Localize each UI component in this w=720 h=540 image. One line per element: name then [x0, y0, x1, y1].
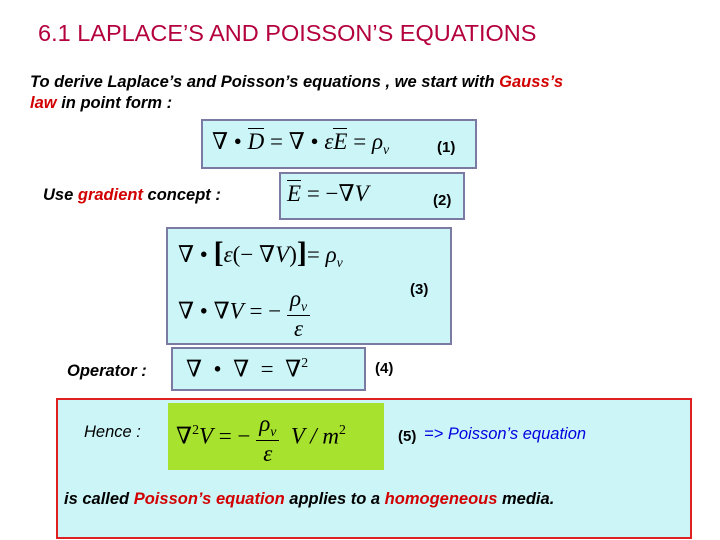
intro-highlight-law: law — [30, 94, 57, 112]
intro-text — [30, 72, 695, 114]
operator-equation: ∇ • ∇ = ∇$^2$ — [186, 355, 309, 382]
equation-2: E = −∇V — [287, 181, 369, 206]
operator-number: (4) — [375, 360, 394, 377]
gradient-label — [43, 186, 221, 205]
hence-label: Hence : — [84, 423, 141, 441]
intro-part2: in point form : — [56, 94, 173, 112]
poisson-units-exp: 2 — [339, 421, 346, 437]
intro-part1: To derive Laplace’s and Poisson’s equations , we start with — [30, 73, 500, 91]
conclusion-part2: applies to a — [284, 490, 385, 508]
intro-highlight-gauss: Gauss’s — [499, 73, 564, 91]
conclusion-highlight-homogeneous: homogeneous — [384, 490, 498, 508]
poisson-number: (5) — [398, 428, 417, 445]
poisson-equation: ∇$^2$V = − $\frac{\rho_v}{\varepsilon}$ V / $m^2$ — [176, 411, 346, 466]
equation-2-number: (2) — [433, 192, 452, 209]
page-title: 6.1 LAPLACE’S AND POISSON’S EQUATIONS — [38, 20, 537, 46]
gradient-highlight: gradient — [77, 186, 143, 204]
conclusion-part1: is called — [64, 490, 134, 508]
equation-3b: ∇ • ∇V = − $\frac{\rho_v}{\varepsilon}$ — [178, 287, 310, 340]
gradient-prefix: Use — [43, 186, 78, 204]
gradient-suffix: concept : — [142, 186, 221, 204]
poisson-arrow-text: => Poisson’s equation — [424, 425, 587, 443]
conclusion-text — [64, 490, 554, 509]
equation-3-number: (3) — [410, 281, 429, 298]
poisson-units: V / m — [290, 423, 340, 449]
conclusion-highlight-poisson: Poisson’s equation — [133, 490, 285, 508]
equation-1: ∇ • D = ∇ • $\varepsilon E = \rho_v$ — [212, 129, 390, 157]
equation-1-number: (1) — [437, 139, 456, 156]
equation-3a: ∇ • $[\varepsilon(- \nabla V)]= \rho_v$ — [178, 236, 343, 270]
operator-label: Operator : — [67, 362, 147, 380]
conclusion-part3: media. — [497, 490, 555, 508]
